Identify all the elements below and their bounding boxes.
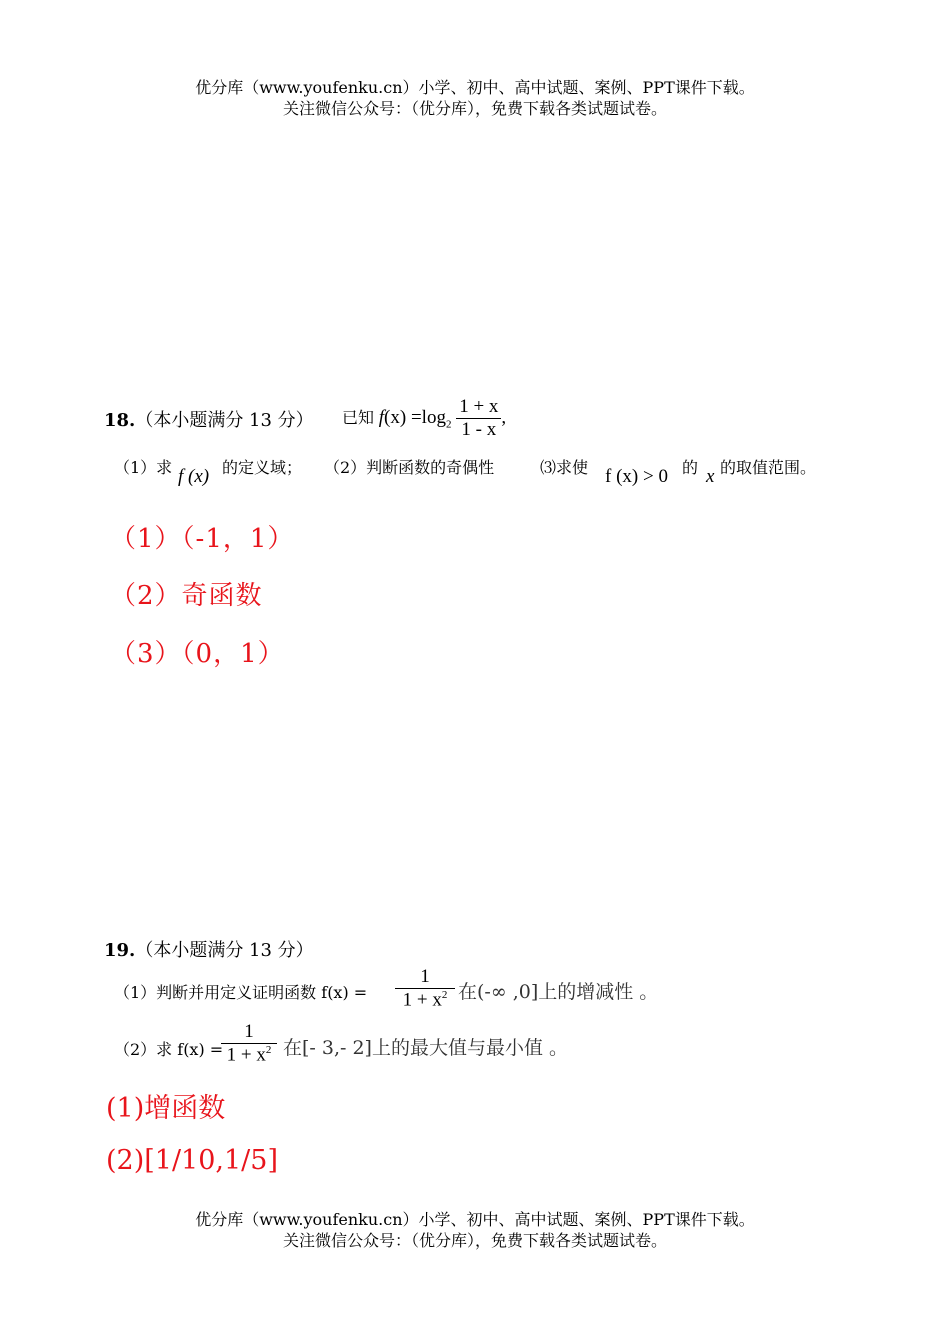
q19-part1-interval: 在(-∞ ,0]上的增减性 。	[458, 981, 659, 1003]
q18-part3-var: x	[706, 466, 715, 487]
q18-function-definition	[342, 396, 506, 441]
q19-part1-frac-exp: 2	[441, 989, 448, 1001]
q18-frac-den: 1 - x	[461, 419, 497, 440]
q19-part1-prefix: （1）判断并用定义证明函数 f(x) =	[114, 983, 368, 1002]
q18-number: 18.	[104, 410, 136, 431]
footer-line-1: 优分库（www.youfenku.cn）小学、初中、高中试题、案例、PPT课件下载。	[195, 1210, 755, 1229]
q19-part2-interval: 在[- 3,- 2]上的最大值与最小值 。	[283, 1037, 569, 1059]
q19-part1-fraction	[395, 966, 455, 1011]
q19-part2-frac-den: 1 + x	[226, 1044, 266, 1066]
q18-part1-prefix: （1）求	[114, 458, 173, 477]
q18-score-note: （本小题满分 13 分）	[135, 410, 314, 431]
q18-part3-suffix: 的取值范围。	[720, 458, 817, 477]
q18-part2: （2）判断函数的奇偶性	[324, 458, 495, 477]
q18-title	[104, 406, 314, 432]
q19-part2-fraction	[221, 1021, 277, 1066]
q19-part2-prefix: （2）求 f(x) =	[114, 1040, 224, 1059]
header-line-2: 关注微信公众号：（优分库），免费下载各类试题试卷。	[282, 99, 667, 118]
q18-answer-3: （3）（0，1）	[110, 639, 285, 669]
q19-part2-frac-exp: 2	[265, 1044, 272, 1056]
q18-part1-suffix: 的定义域；	[222, 458, 303, 477]
header-line-1: 优分库（www.youfenku.cn）小学、初中、高中试题、案例、PPT课件下载。	[195, 78, 755, 97]
q19-score-note: （本小题满分 13 分）	[135, 940, 314, 961]
q19-title	[104, 936, 314, 962]
q19-part1-frac-den: 1 + x	[402, 989, 442, 1011]
q18-part3-prefix: ⑶求使	[540, 458, 589, 477]
q18-func-f: f	[378, 406, 385, 428]
q18-eq-log: =log	[406, 406, 446, 428]
q19-number: 19.	[104, 940, 136, 961]
q18-known: 已知	[342, 409, 375, 427]
q19-part1-frac-num: 1	[395, 966, 455, 989]
q18-func-x: (x)	[384, 406, 407, 428]
q18-fraction	[456, 396, 501, 441]
q18-part3-mid: 的	[682, 458, 699, 477]
q18-comma: ,	[501, 406, 507, 428]
q18-answer-1: （1）（-1，1）	[110, 524, 295, 554]
q18-log-base: 2	[445, 418, 452, 431]
q19-answer-2: (2)[1/10,1/5]	[106, 1145, 278, 1176]
q19-answer-1: (1)增函数	[106, 1093, 226, 1124]
q19-part2-frac-num: 1	[221, 1021, 277, 1044]
q18-part1-func: f (x)	[178, 466, 210, 487]
q19-part2	[114, 1037, 223, 1060]
footer-line-2: 关注微信公众号：（优分库），免费下载各类试题试卷。	[282, 1231, 667, 1250]
q18-answer-2: （2）奇函数	[110, 581, 263, 611]
q19-part1	[114, 980, 367, 1003]
q18-part3-inequality: f (x) > 0	[605, 466, 668, 487]
q18-frac-num: 1 + x	[456, 396, 501, 419]
